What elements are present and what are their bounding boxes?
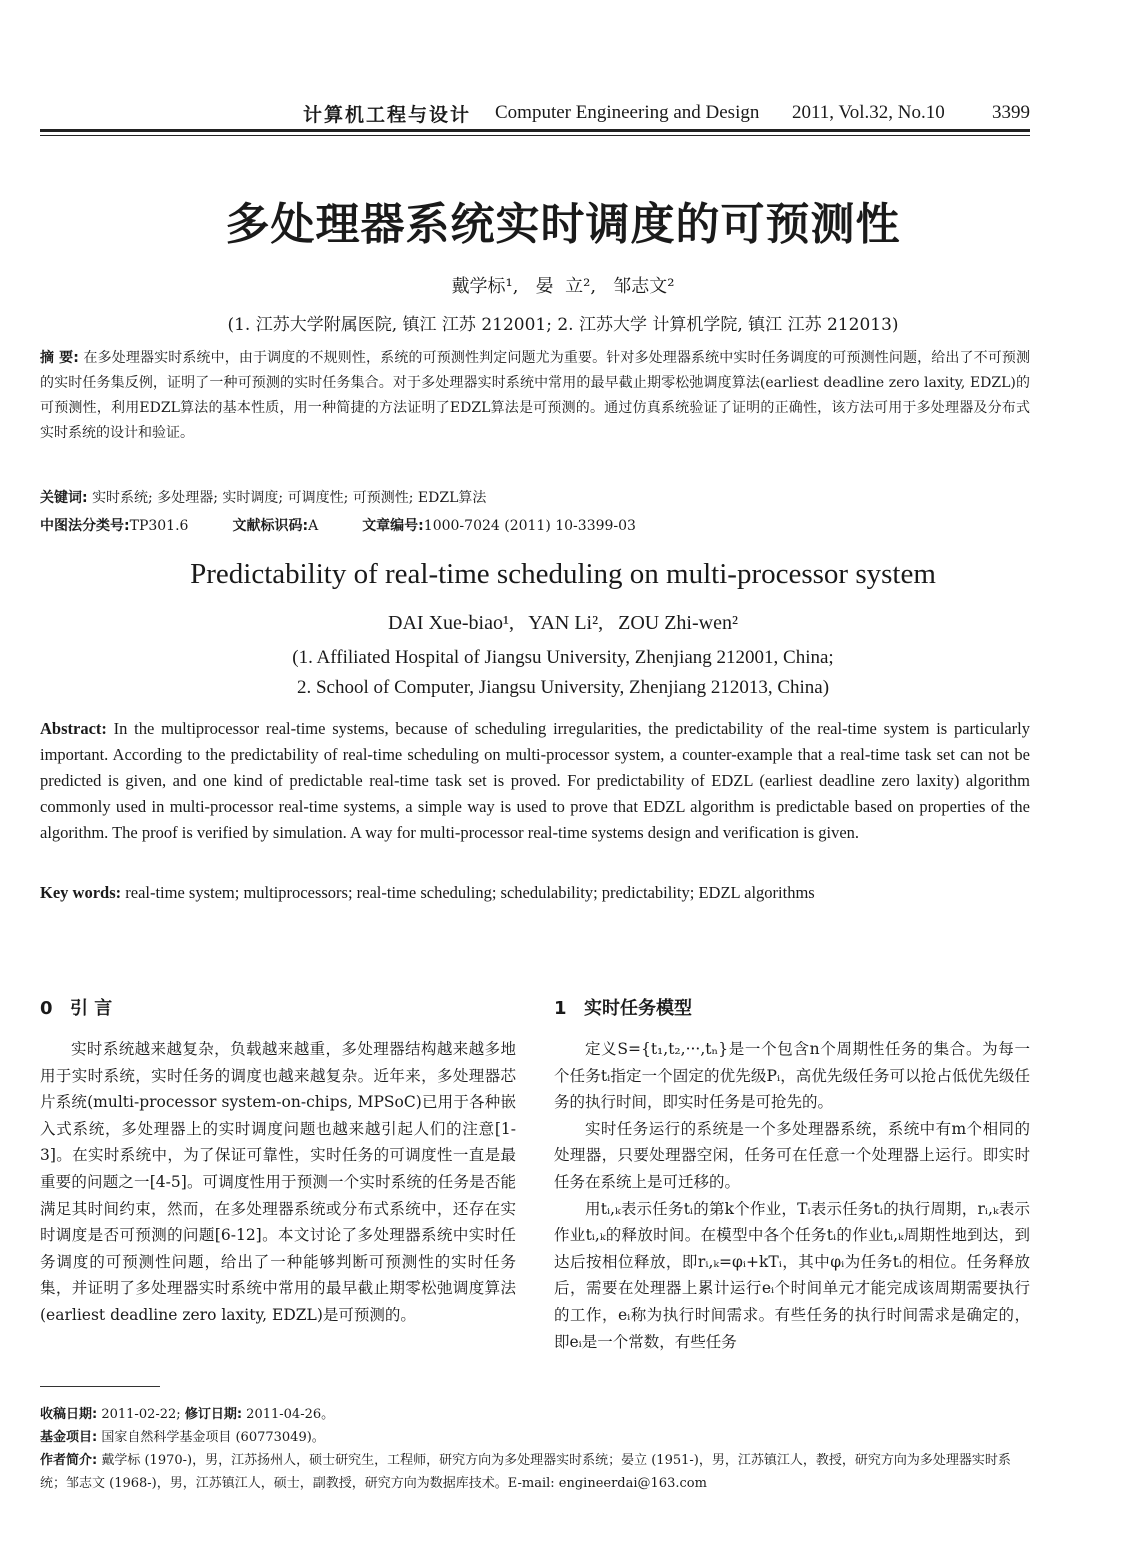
column-left bbox=[40, 994, 516, 1329]
keywords-cn bbox=[40, 486, 1030, 511]
keywords-en bbox=[40, 880, 1030, 906]
revised-date: 2011-04-26。 bbox=[246, 1407, 335, 1422]
section-1-paragraph-1: 定义S={t₁,t₂,···,tₙ}是一个包含n个周期性任务的集合。为每一个任务tᵢ指定一个固定的优先级Pᵢ，高优先级任务可以抢占低优先级任务的执行时间，即实时任务是可抢先的。 bbox=[554, 1040, 1030, 1112]
affiliation-en-2: 2. School of Computer, Jiangsu University, Zhenjiang 212013, China) bbox=[296, 677, 830, 698]
keywords-cn-label: 关键词: bbox=[40, 490, 88, 506]
keywords-cn-text: 实时系统; 多处理器; 实时调度; 可调度性; 可预测性; EDZL算法 bbox=[92, 490, 487, 506]
section-1-paragraph-2: 实时任务运行的系统是一个多处理器系统，系统中有m个相同的处理器，只要处理器空闲，任务可在任意一个处理器上运行。即实时任务在系统上是可迁移的。 bbox=[554, 1119, 1030, 1191]
abstract-cn-label: 摘 要: bbox=[40, 350, 79, 366]
section-1-number: 1 bbox=[554, 998, 567, 1019]
header-rule-thick bbox=[40, 129, 1030, 132]
abstract-en-text: In the multiprocessor real-time systems, because of scheduling irregularities, the predictability of the real-time system is particularly important. According to the predictability of real-time scheduling on multi-processor system, a counter-example that a real-time task set can not be predicted is given, and one kind of predictable real-time task set is proved. For predictability of EDZL (earliest deadline zero laxity) algorithm commonly used in multi-processor real-time systems, a simple way is used to prove that EDZL algorithm is predictable based on properties of the algorithm. The proof is verified by simulation. A way for multi-processor real-time systems design and verification is given. bbox=[40, 719, 1031, 842]
running-header bbox=[40, 100, 1030, 130]
abstract-cn-text: 在多处理器实时系统中，由于调度的不规则性，系统的可预测性判定问题尤为重要。针对多处理器系统中实时任务调度的可预测性问题，给出了不可预测的实时任务集反例，证明了一种可预测的实时任务集合。对于多处理器实时系统中常用的最早截止期零松弛调度算法(earliest deadline zero laxity, EDZL)的可预测性，利用EDZL算法的基本性质，用一种简捷的方法证明了EDZL算法是可预测的。通过仿真系统验证了证明的正确性，该方法可用于多处理器及分布式实时系统的设计和验证。 bbox=[40, 350, 1031, 441]
abstract-en bbox=[40, 716, 1030, 846]
authors-cn: 戴学标¹, 晏 立², 邹志文² bbox=[451, 276, 675, 297]
affiliation-cn: (1. 江苏大学附属医院, 镇江 江苏 212001; 2. 江苏大学 计算机学院, 镇江 江苏 212013) bbox=[227, 315, 899, 335]
section-0-number: 0 bbox=[40, 998, 53, 1019]
bio-text: 戴学标 (1970-)，男，江苏扬州人，硕士研究生，工程师，研究方向为多处理器实时系统；晏立 (1951-)，男，江苏镇江人，教授，研究方向为多处理器实时系统；邹志文 (1968-)，男，江苏镇江人，硕士，副教授，研究方向为数据库技术。E-mail: engineerdai@163.com bbox=[40, 1453, 1011, 1491]
received-date: 2011-02-22; bbox=[101, 1407, 181, 1422]
journal-name-en: Computer Engineering and Design bbox=[495, 102, 760, 123]
footnote-bio bbox=[40, 1449, 1030, 1495]
title-en: Predictability of real-time scheduling on multi-processor system bbox=[190, 558, 936, 590]
journal-issue: 2011, Vol.32, No.10 bbox=[792, 102, 945, 123]
header-rule-thin bbox=[40, 135, 1030, 136]
clc-value: TP301.6 bbox=[129, 518, 189, 534]
fund-label: 基金项目: bbox=[40, 1430, 98, 1445]
footnote-rule bbox=[40, 1386, 160, 1387]
doc-code-label: 文献标识码: bbox=[232, 518, 309, 534]
fund-text: 国家自然科学基金项目 (60773049)。 bbox=[101, 1430, 325, 1445]
footnote-dates bbox=[40, 1403, 1030, 1426]
abstract-cn bbox=[40, 346, 1030, 446]
section-0-title: 引 言 bbox=[70, 998, 113, 1019]
affiliation-en-1: (1. Affiliated Hospital of Jiangsu University, Zhenjiang 212001, China; bbox=[292, 647, 834, 668]
bio-label: 作者简介: bbox=[40, 1453, 98, 1468]
column-right bbox=[554, 994, 1030, 1355]
section-0-paragraph: 实时系统越来越复杂，负载越来越重，多处理器结构越来越多地用于实时系统，实时任务的调度也越来越复杂。近年来，多处理器芯片系统(multi-processor system-on-chips, MPSoC)已用于各种嵌入式系统，多处理器上的实时调度问题也越来越引起人们的注意[1-3]。在实时系统中，为了保证可靠性，实时任务的可调度性一直是最重要的问题之一[4-5]。可调度性用于预测一个实时系统的任务是否能满足其时间约束，然而，在多处理器系统或分布式系统中，还存在实时调度是否可预测的问题[6-12]。本文讨论了多处理器系统中实时任务调度的可预测性问题，给出了一种能够判断可预测性的实时任务集，并证明了多处理器实时系统中常用的最早截止期零松弛调度算法(earliest deadline zero laxity, EDZL)是可预测的。 bbox=[40, 1040, 516, 1324]
section-1-heading bbox=[554, 994, 1030, 1036]
article-no-value: 1000-7024 (2011) 10-3399-03 bbox=[423, 518, 636, 534]
clc-label: 中图法分类号: bbox=[40, 518, 130, 534]
footnote-fund bbox=[40, 1426, 1030, 1449]
keywords-en-label: Key words: bbox=[40, 883, 122, 902]
footnotes bbox=[40, 1403, 1030, 1495]
page-number: 3399 bbox=[992, 102, 1030, 123]
article-no-label: 文章编号: bbox=[362, 518, 424, 534]
journal-name-cn: 计算机工程与设计 bbox=[303, 104, 472, 126]
abstract-en-label: Abstract: bbox=[40, 719, 107, 738]
authors-en: DAI Xue-biao¹, YAN Li², ZOU Zhi-wen² bbox=[388, 612, 738, 634]
section-1-paragraph-3: 用tᵢ,ₖ表示任务tᵢ的第k个作业，Tᵢ表示任务tᵢ的执行周期，rᵢ,ₖ表示作业tᵢ,ₖ的释放时间。在模型中各个任务tᵢ的作业tᵢ,ₖ周期性地到达，到达后按相位释放，即rᵢ,ₖ=φᵢ+kTᵢ，其中φᵢ为任务tᵢ的相位。任务释放后，需要在处理器上累计运行eᵢ个时间单元才能完成该周期需要执行的工作，eᵢ称为执行时间需求。有些任务的执行时间需求是确定的，即eᵢ是一个常数，有些任务 bbox=[554, 1199, 1030, 1351]
keywords-en-text: real-time system; multiprocessors; real-time scheduling; schedulability; predictability; EDZL algorithms bbox=[125, 883, 815, 902]
revised-label: 修订日期: bbox=[184, 1407, 243, 1422]
classification-line bbox=[40, 514, 1030, 539]
doc-code-value: A bbox=[308, 518, 319, 534]
received-label: 收稿日期: bbox=[40, 1407, 98, 1422]
section-1-title: 实时任务模型 bbox=[584, 998, 692, 1019]
section-0-heading bbox=[40, 994, 516, 1036]
title-cn: 多处理器系统实时调度的可预测性 bbox=[225, 199, 901, 250]
